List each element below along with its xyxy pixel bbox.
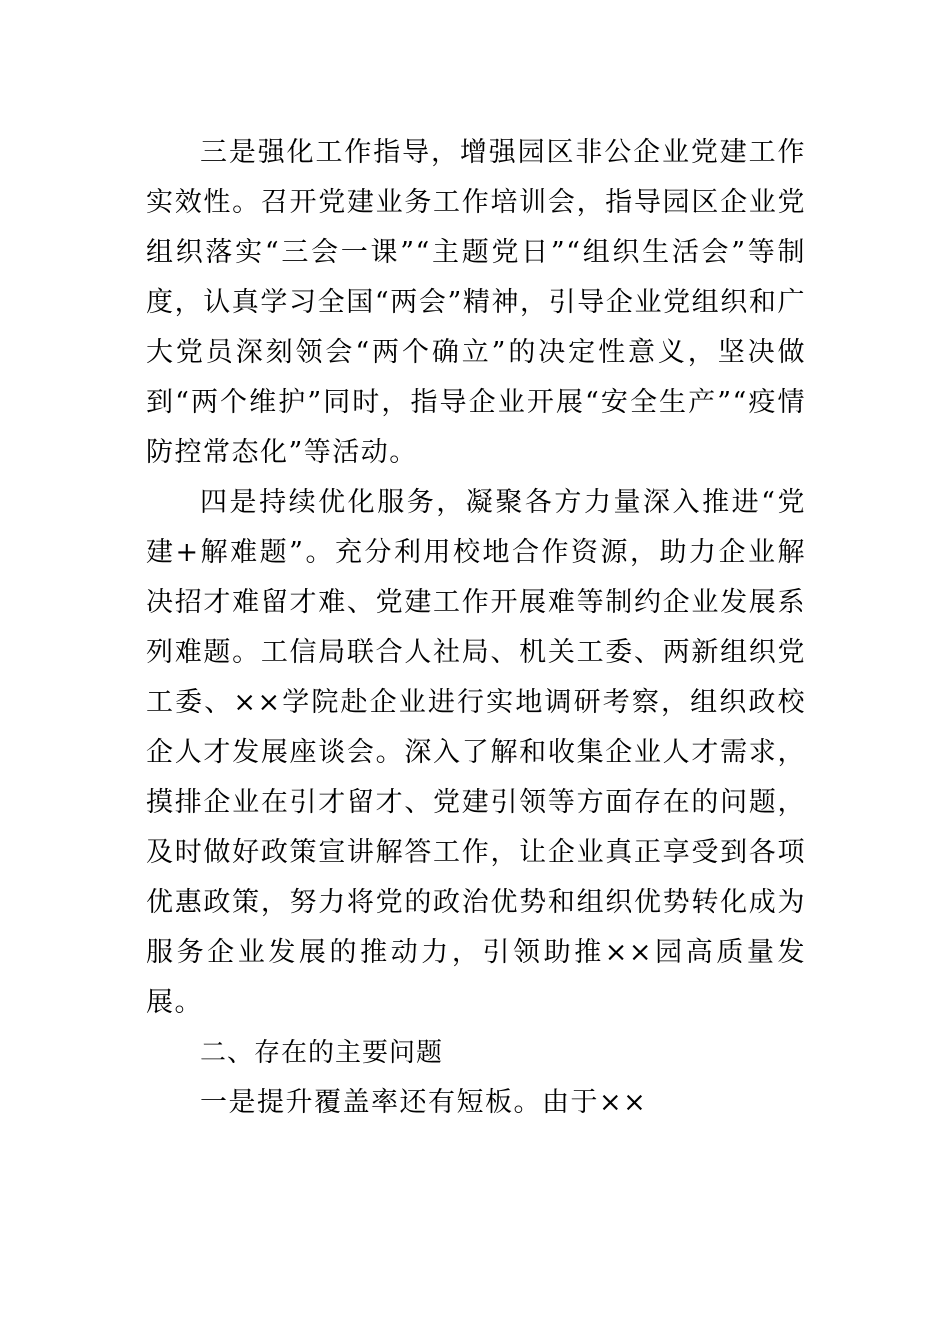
paragraph-optimize-service: 四是持续优化服务，凝聚各方力量深入推进“党建+解难题”。充分利用校地合作资源，助力企业解决招才难留才难、党建工作开展难等制约企业发展系列难题。工信局联合人社局、机关工委、两新组织党工委、××学院赴企业进行实地调研考察，组织政校企人才发展座谈会。深入了解和收集企业人才需求，摸排企业在引才留才、党建引领等方面存在的问题，及时做好政策宣讲解答工作，让企业真正享受到各项优惠政策，努力将党的政治优势和组织优势转化成为服务企业发展的推动力，引领助推××园高质量发展。 [146, 487, 806, 1018]
document-page [146, 128, 806, 1128]
section-heading-main-problems: 二、存在的主要问题 [200, 1038, 444, 1068]
paragraph-work-guidance: 三是强化工作指导，增强园区非公企业党建工作实效性。召开党建业务工作培训会，指导园区企业党组织落实“三会一课”“主题党日”“组织生活会”等制度，认真学习全国“两会”精神，引导企业党组织和广大党员深刻领会“两个确立”的决定性意义，坚决做到“两个维护”同时，指导企业开展“安全生产”“疫情防控常态化”等活动。 [146, 137, 806, 468]
paragraph-coverage-shortcoming: 一是提升覆盖率还有短板。由于×× [200, 1087, 648, 1118]
